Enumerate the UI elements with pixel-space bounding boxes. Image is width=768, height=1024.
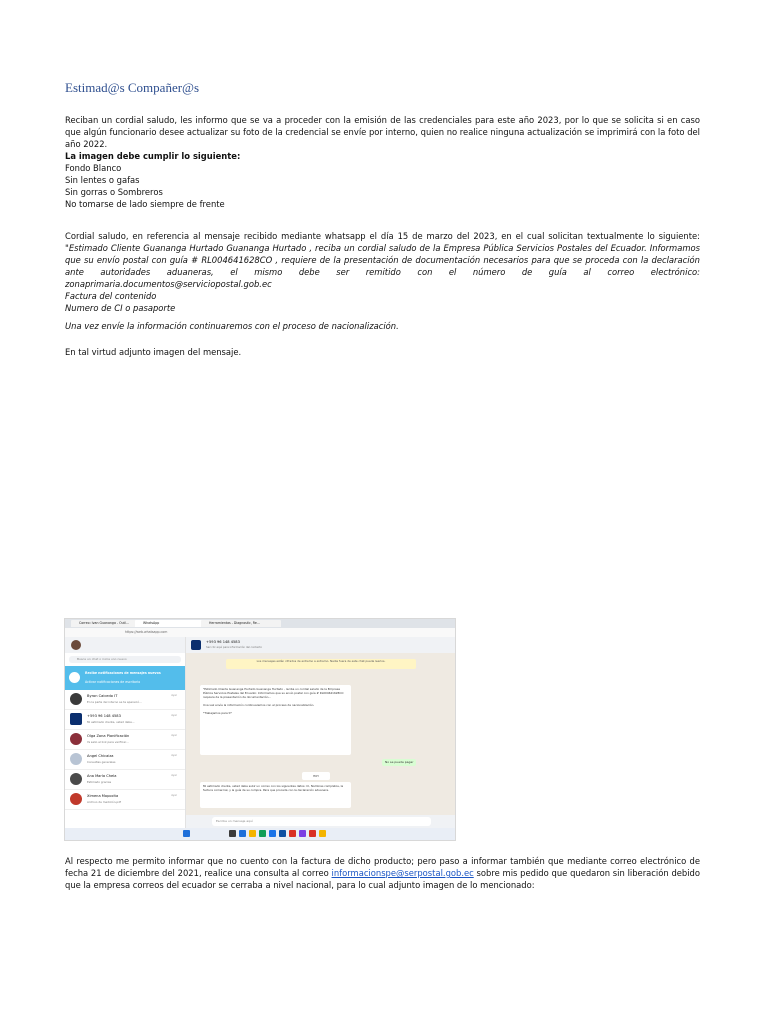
wa-search-input: Busca un chat o inicia uno nuevo [69,656,181,663]
wa-chat-preview: Archivo de medición.pdf [87,800,121,804]
avatar [70,733,82,745]
avatar [191,640,201,650]
wa-chat-time: Ayer [171,754,177,757]
wa-chat-preview: Ya salio el link para verificar... [87,740,129,744]
wa-day-label: HOY [302,772,330,780]
wa-chat-item [65,730,185,750]
wa-chat-item [65,750,185,770]
wa-message-text: Una vez envíe la información continuaremos con el proceso de nacionalización. [203,703,315,707]
wa-chat-preview: Mi estimado cliente, usted debe... [87,720,135,724]
taskbar-app-icon [249,830,256,837]
avatar [71,640,81,650]
wa-chat-name: Byron Caicedo IT [87,694,118,698]
wa-contact-name: +593 96 148 4583 [206,640,240,644]
taskbar-app-icon [309,830,316,837]
taskbar-app-icon [299,830,306,837]
browser-url: https://web.whatsapp.com [125,630,168,634]
avatar [70,773,82,785]
final-paragraph-text: Al respecto me permito informar que no cuento con la factura de dicho producto; pero paso a informar también que mediante correo electrónico de fecha 21 de diciembre del 2021, realice una consulta al correo [65,856,700,878]
windows-start-icon [183,830,190,837]
wa-message-bubble: Mi estimado cliente, usted debe subir un correo con los siguientes datos: CI, Nombres completos, la factura comercial, y la guía de su compra. Para que proceda con la declaración aduanera. [200,782,351,808]
wa-conversation [186,637,455,828]
browser-tab-bar [65,619,455,628]
wa-chat-preview: Consultas generales [87,760,116,764]
wa-message-bubble [200,685,351,755]
taskbar [65,828,455,840]
wa-chat-time: Ayer [171,774,177,777]
wa-compose-bar [186,815,455,828]
wa-chat-item [65,770,185,790]
final-paragraph-text: sobre mis pedido que quedaron sin liberación debido que la empresa correos del ecuador se cerraba a nivel nacional, para lo cual adjunto imagen de lo mencionado: [65,868,700,890]
wa-compose-input: Escribe un mensaje aquí [212,817,431,826]
whatsapp-quote: Estimado Cliente Guananga Hurtado Guananga Hurtado , reciba un cordial saludo de la Empresa Pública Servicios Postales del Ecuador. Informamos que su envío postal con guía # RL004641628CO , requiere de la presentación de documentación necesarios para que se proceda con la declaración ante autoridades aduaneras, el mismo debe ser remitido con el número de guía al correo electrónico: zonaprimaria.documentos@serviciopostal.gob.ec [65,243,700,289]
intro-paragraph: Reciban un cordial saludo, les informo que se va a proceder con la emisión de las credenciales para este año 2023, por lo que se solicita si en caso que algún funcionario desee actualizar su foto de la credencial se envíe por interno, quien no realice ninguna actualización se imprimirá con la foto del año 2022. [65,115,700,149]
whatsapp-paragraph [65,230,700,314]
wa-notification-sub: Activar notificaciones de escritorio [85,680,141,684]
browser-tab: Herramientas - Diagnostic, Re... [201,620,281,627]
wa-chat-time: Ayer [171,694,177,697]
greeting: Estimad@s Compañer@s [65,80,200,95]
taskbar-app-icon [269,830,276,837]
wa-message-text: "Estimado Cliente Guananga Hurtado Guananga Hurtado , reciba un cordial saludo de la Empresa Pública Servicios Postales del Ecuador. Informamos que su envío postal con guía # RL004641628CO requiere de la presentación de documentación... [203,687,344,699]
requirement-item: Sin gorras o Sombreros [65,187,163,197]
requirement-item: No tomarse de lado siempre de frente [65,199,225,209]
taskbar-app-icon [239,830,246,837]
wa-chat-time: Ayer [171,794,177,797]
wa-chat-item [65,690,185,710]
wa-notification-banner [65,666,185,690]
wa-chat-name: Ana María Chela [87,774,117,778]
wa-chat-preview: Estimado gracias [87,780,112,784]
wa-system-message: Los mensajes están cifrados de extremo a extremo. Nadie fuera de este chat puede leerlos. [226,659,416,669]
wa-chat-name: +593 96 148 4583 [87,714,121,718]
wa-message-text: *Trabajamos para ti* [203,711,232,715]
wa-chat-name: Olga Zona Planificación [87,734,130,738]
avatar [70,693,82,705]
avatar [70,753,82,765]
taskbar-app-icon [259,830,266,837]
wa-chat-time: Ayer [171,734,177,737]
wa-chat-name: Angel Chicaiza [87,754,114,758]
wa-sidebar [65,637,186,828]
wa-chat-item [65,710,185,730]
requirement-item: Sin lentes o gafas [65,175,140,185]
browser-tab: Correo: Ivan Guananga - Outl... [71,620,139,627]
attach-line: En tal virtud adjunto imagen del mensaje. [65,347,242,357]
browser-tab: WhatsApp [135,620,205,627]
wa-notification-title: Recibe notificaciones de mensajes nuevos [85,671,161,675]
taskbar-app-icon [319,830,326,837]
bell-icon [69,672,80,683]
wa-chat-time: Ayer [171,714,177,717]
requirements-block [65,150,700,210]
wa-own-message: No se puede pagar [382,759,416,766]
taskbar-app-icon [279,830,286,837]
final-paragraph [65,855,700,891]
avatar [70,793,82,805]
taskbar-app-icon [229,830,236,837]
whatsapp-intro-text: Cordial saludo, en referencia al mensaje recibido mediante whatsapp el día 15 de marzo del 2023, en el cual solicitan textualmente lo siguiente: " [65,231,700,253]
requirements-heading: La imagen debe cumplir lo siguiente: [65,151,241,161]
wa-chat-preview: En la parte del interno se te apareció... [87,700,142,704]
wa-chat-name: Ximena Mopocita [87,794,119,798]
whatsapp-line-invoice: Factura del contenido [65,291,157,301]
whatsapp-screenshot [64,618,456,841]
taskbar-app-icon [289,830,296,837]
wa-contact-sub: haz clic aquí para información del contacto [206,646,262,649]
wa-chat-item [65,790,185,810]
avatar [70,713,82,725]
continue-line: Una vez envíe la información continuaremos con el proceso de nacionalización. [65,321,399,331]
requirement-item: Fondo Blanco [65,163,122,173]
whatsapp-line-id: Numero de CI o pasaporte [65,303,176,313]
email-link[interactable]: informacionspe@serpostal.gob.ec [331,868,474,878]
wa-conversation-header [186,637,455,653]
wa-sidebar-header [65,637,185,653]
